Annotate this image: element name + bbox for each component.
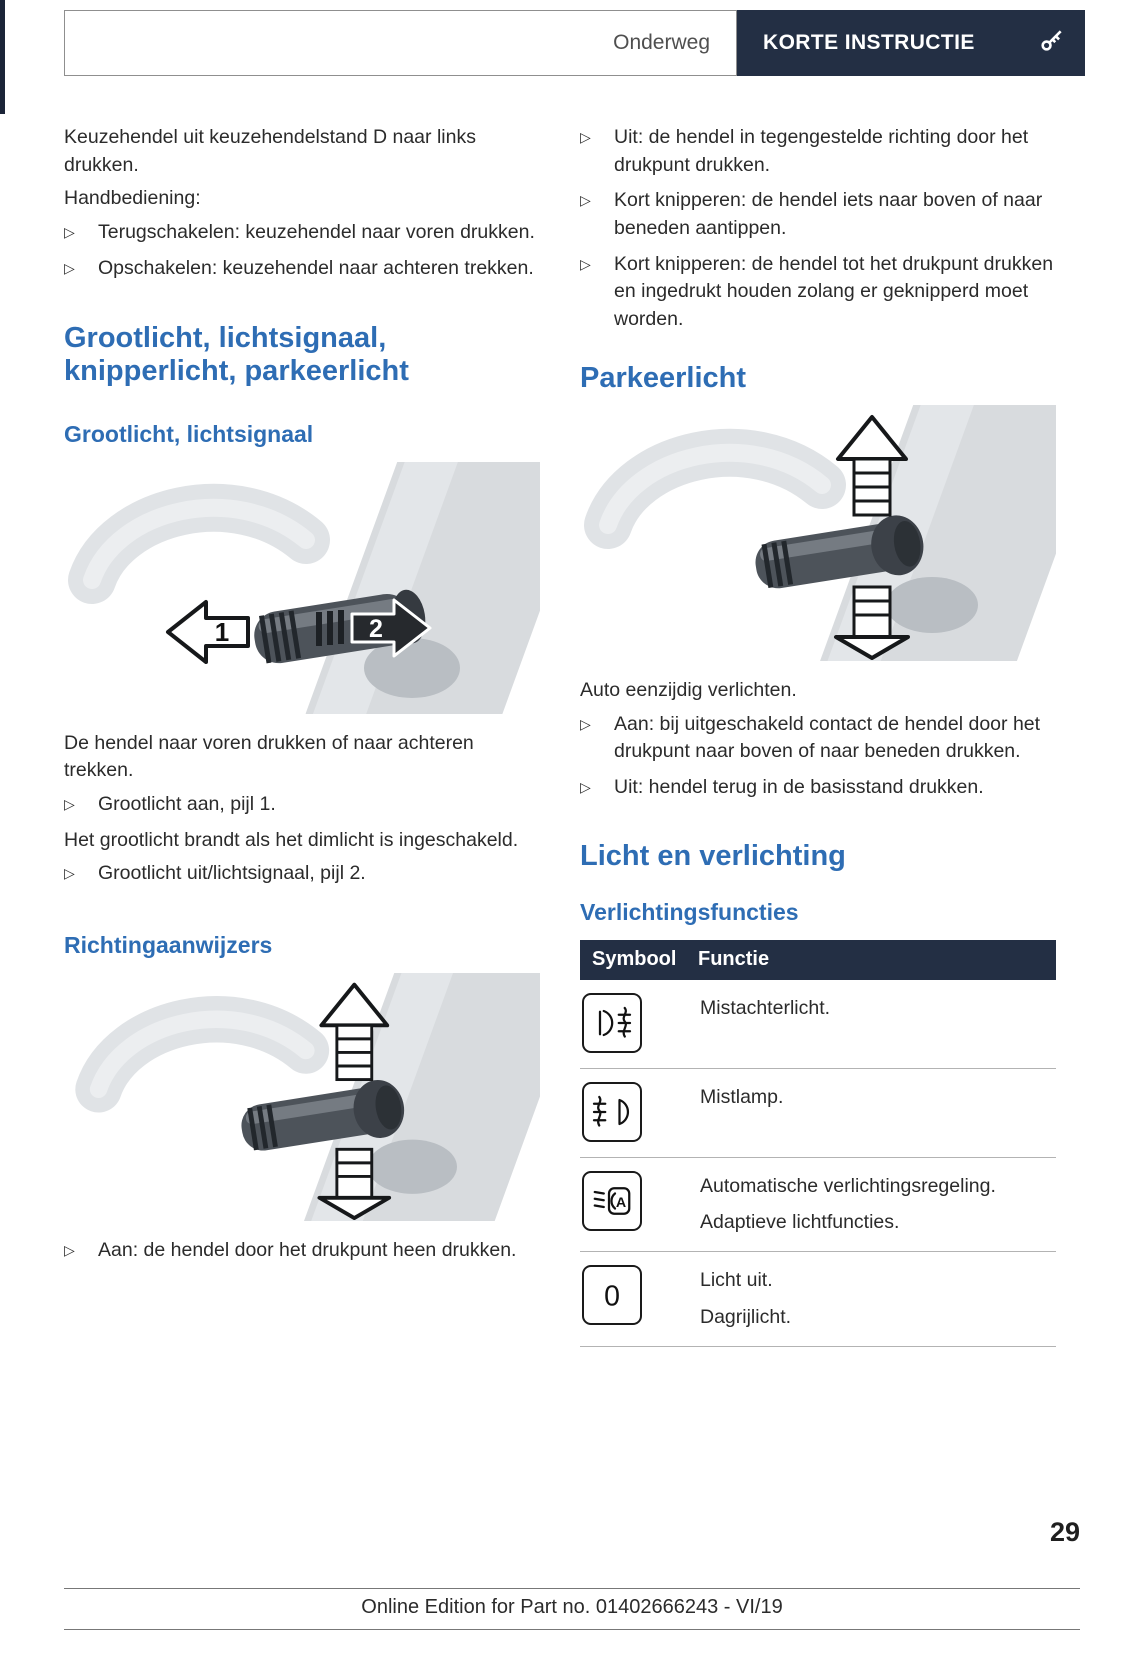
list-item (580, 711, 1056, 766)
list-item (64, 219, 540, 247)
table-header-functie: Functie (698, 947, 770, 970)
banner-label: KORTE INSTRUCTIE (763, 31, 975, 54)
function-text: Mistachterlicht. (700, 996, 831, 1019)
paragraph: De hendel naar voren drukken of naar achteren trekken. (64, 731, 474, 782)
function-cell (700, 1171, 1056, 1237)
triangle-bullet-icon: ▷ (64, 259, 75, 276)
list-item (64, 791, 540, 819)
list-item-text: Aan: bij uitgeschakeld contact de hendel door het drukpunt naar boven of naar beneden drukken. (614, 712, 1041, 763)
triangle-bullet-icon: ▷ (64, 795, 75, 812)
section-heading: Grootlicht, lichtsignaal, knipperlicht, parkeerlicht (64, 322, 409, 388)
list-item-text: Grootlicht uit/lichtsignaal, pijl 2. (98, 862, 366, 885)
function-text: Mistlamp. (700, 1085, 784, 1108)
symbol-cell (582, 1171, 700, 1237)
list-item-text: Uit: de hendel in tegengestelde richting door het drukpunt drukken. (614, 126, 1029, 176)
rear-fog-light-icon (582, 993, 642, 1053)
section-heading: Parkeerlicht (580, 361, 747, 394)
automatic-headlights-icon (582, 1171, 642, 1231)
list-item-text: Uit: hendel terug in de basisstand drukken. (614, 775, 984, 798)
triangle-bullet-icon: ▷ (64, 865, 75, 882)
section-heading: Licht en verlichting (580, 839, 846, 872)
triangle-bullet-icon: ▷ (64, 224, 75, 241)
section-banner (737, 10, 1085, 76)
paragraph: Handbediening: (64, 187, 201, 210)
list-item-text: Terugschakelen: keuzehendel naar voren drukken. (98, 221, 535, 244)
triangle-bullet-icon: ▷ (580, 778, 591, 795)
list-item (64, 1237, 540, 1265)
list-item-text: Grootlicht aan, pijl 1. (98, 792, 276, 815)
two-column-body (64, 124, 1142, 1347)
triangle-bullet-icon: ▷ (580, 192, 591, 209)
list-item-text: Opschakelen: keuzehendel naar achteren trekken. (98, 256, 534, 279)
table-row (580, 980, 1056, 1069)
right-column (580, 124, 1056, 1347)
sub-heading: Grootlicht, lichtsignaal (64, 420, 314, 447)
list-item (64, 255, 540, 283)
table-row (580, 1069, 1056, 1158)
light-functions-table (580, 940, 1056, 1347)
edition-note: Online Edition for Part no. 01402666243 - VI/19 (361, 1596, 783, 1618)
page-header (64, 10, 1085, 76)
triangle-bullet-icon: ▷ (580, 255, 591, 272)
stalk-vertical-arrows-figure (580, 405, 1056, 661)
stalk-horizontal-arrows-figure (64, 462, 540, 714)
page-footer (64, 1588, 1080, 1630)
symbol-cell (582, 1265, 700, 1331)
list-item (580, 124, 1056, 179)
table-header-row (580, 940, 1056, 980)
symbol-cell (582, 1082, 700, 1142)
function-text: Adaptieve lichtfuncties. (700, 1210, 900, 1233)
function-text: Licht uit. (700, 1269, 773, 1292)
list-item-text: Aan: de hendel door het drukpunt heen drukken. (98, 1238, 517, 1261)
paragraph: Keuzehendel uit keuzehendelstand D naar links drukken. (64, 126, 476, 176)
triangle-bullet-icon: ▷ (580, 715, 591, 732)
key-icon (1039, 27, 1065, 59)
sub-heading: Verlichtingsfuncties (580, 898, 799, 925)
symbol-cell (582, 993, 700, 1053)
list-item (580, 187, 1056, 242)
list-item-text: Kort knipperen: de hendel tot het drukpunt drukken en ingedrukt houden zolang er geknipperd moet worden. (614, 252, 1054, 331)
stalk-vertical-arrows-figure (64, 973, 540, 1221)
table-row (580, 1252, 1056, 1347)
function-cell (700, 993, 1056, 1053)
triangle-bullet-icon: ▷ (580, 129, 591, 145)
table-header-symbool: Symbool (592, 947, 677, 970)
chapter-label: Onderweg (613, 31, 710, 54)
svg-text:A: A (615, 1194, 627, 1211)
function-text: Dagrijlicht. (700, 1305, 792, 1328)
lights-off-icon (582, 1265, 642, 1325)
front-fog-light-icon (582, 1082, 642, 1142)
paragraph: Auto eenzijdig verlichten. (580, 678, 797, 701)
svg-text:0: 0 (604, 1280, 620, 1313)
sub-heading: Richtingaanwijzers (64, 931, 273, 958)
chapter-box (64, 10, 737, 76)
list-item-text: Kort knipperen: de hendel iets naar boven of naar beneden aantippen. (614, 189, 1043, 240)
triangle-bullet-icon: ▷ (64, 1241, 75, 1258)
svg-text:1: 1 (214, 616, 230, 647)
table-row (580, 1158, 1056, 1253)
list-item (580, 251, 1056, 334)
function-cell (700, 1082, 1056, 1142)
function-text: Automatische verlichtingsregeling. (700, 1174, 996, 1197)
paragraph: Het grootlicht brandt als het dimlicht is ingeschakeld. (64, 828, 519, 851)
list-item (64, 860, 540, 888)
binding-spine (0, 0, 5, 114)
page-number: 29 (1049, 1517, 1080, 1547)
list-item (580, 774, 1056, 802)
function-cell (700, 1265, 1056, 1331)
left-column (64, 124, 540, 1347)
svg-text:2: 2 (369, 614, 383, 643)
